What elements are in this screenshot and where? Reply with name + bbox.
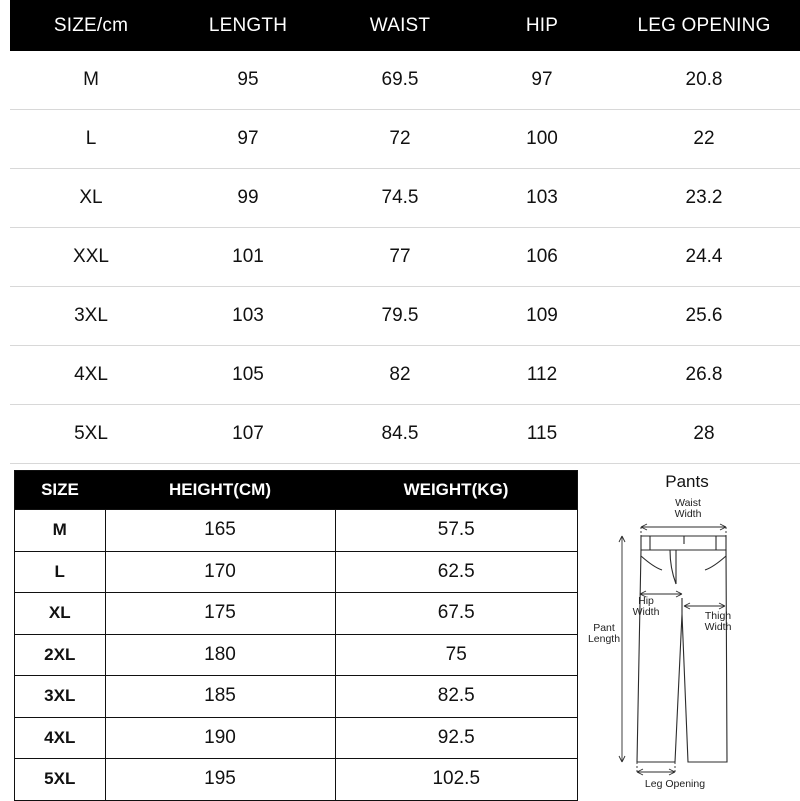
- cell-size: M: [15, 510, 106, 552]
- cell-height: 175: [105, 593, 335, 635]
- size-table-measurements: [10, 0, 800, 464]
- column-header-size: SIZE/cm: [10, 0, 172, 51]
- cell-leg-opening: 20.8: [608, 51, 800, 110]
- label-pant-length: Pant Length: [587, 622, 621, 645]
- cell-length: 97: [172, 110, 324, 169]
- cell-size: 4XL: [15, 717, 106, 759]
- cell-size: 3XL: [10, 287, 172, 346]
- pants-measurement-diagram: [578, 466, 796, 796]
- label-hip-width: Hip Width: [632, 595, 660, 618]
- cell-leg-opening: 28: [608, 405, 800, 464]
- label-thigh-width: Thigh Width: [704, 610, 732, 633]
- cell-hip: 109: [476, 287, 608, 346]
- column-header-leg-opening: LEG OPENING: [608, 0, 800, 51]
- table-row: [15, 551, 578, 593]
- cell-hip: 115: [476, 405, 608, 464]
- cell-hip: 103: [476, 169, 608, 228]
- table-row: [15, 759, 578, 801]
- column-header-weight: WEIGHT(KG): [335, 471, 578, 510]
- cell-length: 107: [172, 405, 324, 464]
- cell-length: 103: [172, 287, 324, 346]
- cell-leg-opening: 25.6: [608, 287, 800, 346]
- cell-length: 105: [172, 346, 324, 405]
- table-row: [15, 593, 578, 635]
- cell-height: 180: [105, 634, 335, 676]
- table-row: [10, 110, 800, 169]
- table-row: [15, 510, 578, 552]
- column-header-waist: WAIST: [324, 0, 476, 51]
- label-waist-width: Waist Width: [674, 497, 702, 520]
- column-header-hip: HIP: [476, 0, 608, 51]
- table-header-row: [15, 471, 578, 510]
- column-header-size: SIZE: [15, 471, 106, 510]
- cell-weight: 62.5: [335, 551, 578, 593]
- cell-weight: 102.5: [335, 759, 578, 801]
- cell-waist: 84.5: [324, 405, 476, 464]
- table-row: [10, 287, 800, 346]
- bottom-table-header: [15, 471, 578, 510]
- cell-hip: 106: [476, 228, 608, 287]
- label-leg-opening: Leg Opening: [644, 778, 706, 790]
- cell-waist: 74.5: [324, 169, 476, 228]
- cell-weight: 67.5: [335, 593, 578, 635]
- cell-size: 5XL: [15, 759, 106, 801]
- cell-size: XL: [15, 593, 106, 635]
- table-row: [10, 169, 800, 228]
- cell-size: 2XL: [15, 634, 106, 676]
- table-row: [10, 51, 800, 110]
- cell-weight: 57.5: [335, 510, 578, 552]
- height-weight-table-wrap: [14, 470, 570, 801]
- table-row: [10, 228, 800, 287]
- column-header-height: HEIGHT(CM): [105, 471, 335, 510]
- top-table-body: [10, 51, 800, 464]
- cell-height: 165: [105, 510, 335, 552]
- cell-waist: 79.5: [324, 287, 476, 346]
- cell-hip: 100: [476, 110, 608, 169]
- bottom-table-body: [15, 510, 578, 801]
- cell-leg-opening: 23.2: [608, 169, 800, 228]
- cell-size: XXL: [10, 228, 172, 287]
- table-row: [15, 634, 578, 676]
- table-row: [10, 405, 800, 464]
- cell-height: 195: [105, 759, 335, 801]
- cell-size: 4XL: [10, 346, 172, 405]
- table-row: [10, 346, 800, 405]
- cell-leg-opening: 26.8: [608, 346, 800, 405]
- diagram-title: Pants: [665, 472, 709, 491]
- cell-height: 190: [105, 717, 335, 759]
- cell-length: 95: [172, 51, 324, 110]
- cell-hip: 97: [476, 51, 608, 110]
- cell-length: 99: [172, 169, 324, 228]
- cell-hip: 112: [476, 346, 608, 405]
- cell-weight: 75: [335, 634, 578, 676]
- cell-leg-opening: 24.4: [608, 228, 800, 287]
- cell-size: 3XL: [15, 676, 106, 718]
- cell-size: L: [10, 110, 172, 169]
- cell-size: M: [10, 51, 172, 110]
- top-table-header: [10, 0, 800, 51]
- table-header-row: [10, 0, 800, 51]
- cell-weight: 92.5: [335, 717, 578, 759]
- cell-height: 170: [105, 551, 335, 593]
- table-row: [15, 717, 578, 759]
- cell-waist: 69.5: [324, 51, 476, 110]
- cell-waist: 77: [324, 228, 476, 287]
- cell-leg-opening: 22: [608, 110, 800, 169]
- cell-weight: 82.5: [335, 676, 578, 718]
- size-chart-bottom: [0, 456, 800, 800]
- cell-height: 185: [105, 676, 335, 718]
- table-row: [15, 676, 578, 718]
- cell-waist: 82: [324, 346, 476, 405]
- cell-waist: 72: [324, 110, 476, 169]
- cell-size: 5XL: [10, 405, 172, 464]
- column-header-length: LENGTH: [172, 0, 324, 51]
- cell-size: L: [15, 551, 106, 593]
- size-table-height-weight: [14, 470, 578, 801]
- cell-size: XL: [10, 169, 172, 228]
- cell-length: 101: [172, 228, 324, 287]
